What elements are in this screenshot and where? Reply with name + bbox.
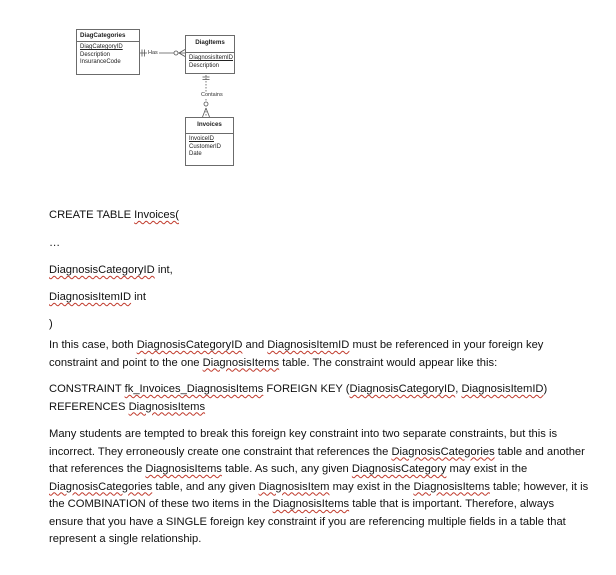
- entity-diagitems: [185, 35, 235, 74]
- entity-diagcategories: [76, 29, 140, 75]
- spellcheck-word: DiagnosisItemID: [49, 291, 132, 303]
- spellcheck-word: Invoices(: [134, 209, 179, 221]
- entity-field: Description: [80, 51, 111, 58]
- entity-invoices: [185, 117, 234, 166]
- spellcheck-word: DiagnosisCategoryID: [49, 264, 155, 276]
- entity-field: Description: [189, 62, 220, 69]
- paragraph-warning: Many students are tempted to break this foreign key constraint into two separate constraints, but this is incorrect. They erroneously create one constraint that references the DiagnosisCategories table and another that references the DiagnosisItems table. As such, any given DiagnosisCategory may exist in the DiagnosisCategories table, and any given DiagnosisItem may exist in the DiagnosisItems table; however, it is the COMBINATION of these two items in the DiagnosisItems table that is important. Therefore, always ensure that you have a SINGLE foreign key constraint if you are referencing multiple fields in a table that represent a single relationship.: [49, 428, 589, 545]
- entity-field: Date: [189, 151, 202, 157]
- entity-field: InsuranceCode: [80, 59, 121, 65]
- entity-field-pk: DiagCategoryID: [80, 44, 123, 50]
- entity-title: DiagItems: [195, 39, 225, 46]
- sql-line-close: ): [49, 318, 53, 330]
- entity-title: DiagCategories: [77, 30, 139, 42]
- paragraph-explanation: In this case, both DiagnosisCategoryID and DiagnosisItemID must be referenced in your foreign key constraint and point to the one DiagnosisItems table. The constraint would appear like this:: [49, 339, 544, 369]
- sql-line-create: CREATE TABLE Invoices(: [49, 209, 179, 221]
- sql-line-column-1: DiagnosisCategoryID int,: [49, 264, 173, 276]
- paragraph-constraint-example: CONSTRAINT fk_Invoices_DiagnosisItems FOREIGN KEY (DiagnosisCategoryID, DiagnosisItemID) REFERENCES DiagnosisItems: [49, 383, 548, 413]
- relationship-label-has: Has: [148, 50, 158, 56]
- sql-line-ellipsis: …: [49, 237, 61, 249]
- sql-line-column-2: DiagnosisItemID int: [49, 291, 147, 303]
- relationship-label-contains: Contains: [201, 92, 223, 98]
- entity-field: CustomerID: [189, 143, 222, 150]
- entity-title: Invoices: [197, 121, 222, 128]
- entity-field-pk: DiagnosisItemID: [189, 55, 234, 61]
- entity-field-pk: InvoiceID: [189, 136, 215, 142]
